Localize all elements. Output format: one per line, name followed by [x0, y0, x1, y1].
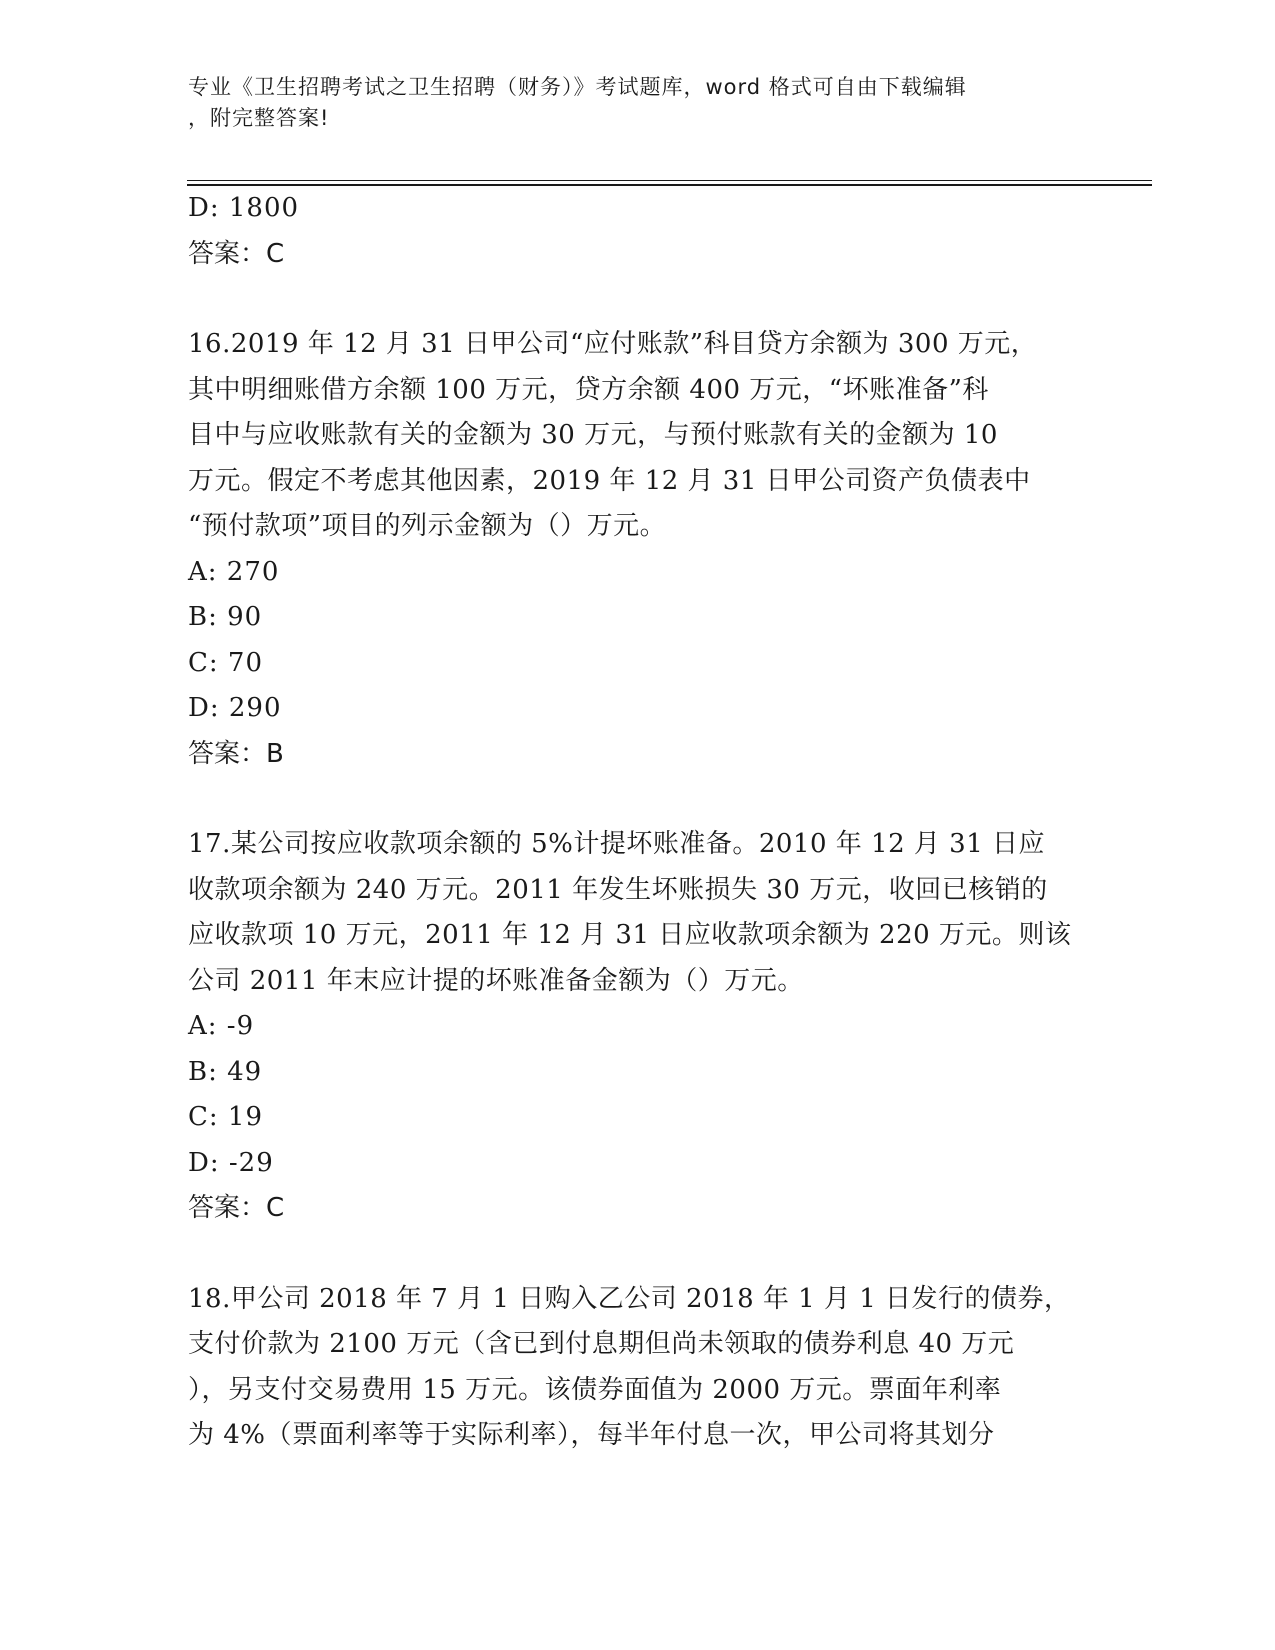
- question-16: [188, 322, 1088, 777]
- header-line-1: 专业《卫生招聘考试之卫生招聘（财务）》考试题库，word 格式可自由下载编辑: [188, 75, 967, 99]
- question-content: [188, 186, 1088, 1459]
- question-17-line: 公司 2011 年末应计提的坏账准备金额为（）万元。: [188, 965, 804, 996]
- question-17-line: 收款项余额为 240 万元。2011 年发生坏账损失 30 万元，收回已核销的: [188, 874, 1048, 905]
- question-gap: [188, 277, 1088, 322]
- question-16-line: 16.2019 年 12 月 31 日甲公司“应付账款”科目贷方余额为 300 万元，: [188, 329, 1038, 359]
- question-16-line: “预付款项”项目的列示金额为（）万元。: [188, 511, 667, 541]
- question-16-line: 目中与应收账款有关的金额为 30 万元，与预付账款有关的金额为 10: [188, 420, 998, 450]
- question-18-line: ），另支付交易费用 15 万元。该债券面值为 2000 万元。票面年利率: [188, 1374, 1002, 1405]
- question-18-line: 为 4%（票面利率等于实际利率），每半年付息一次，甲公司将其划分: [188, 1420, 995, 1450]
- question-18-line: 支付价款为 2100 万元（含已到付息期但尚未领取的债券利息 40 万元: [188, 1329, 1015, 1359]
- header-rule-thin: [187, 180, 1152, 181]
- question-16-option-b: B: 90: [188, 602, 263, 632]
- question-17-line: 应收款项 10 万元，2011 年 12 月 31 日应收款项余额为 220 万元。则该: [188, 920, 1072, 950]
- question-17-answer: 答案：C: [188, 1193, 285, 1223]
- question-16-option-c: C: 70: [188, 647, 264, 678]
- question-16-line: 其中明细账借方余额 100 万元，贷方余额 400 万元，“坏账准备”科: [188, 374, 989, 405]
- prev-option-d: D: 1800: [188, 193, 300, 223]
- question-16-line: 万元。假定不考虑其他因素，2019 年 12 月 31 日甲公司资产负债表中: [188, 465, 1031, 496]
- question-17-line: 17.某公司按应收款项余额的 5%计提坏账准备。2010 年 12 月 31 日应: [188, 829, 1046, 859]
- question-gap: [188, 1232, 1088, 1277]
- question-16-answer: 答案：B: [188, 738, 284, 769]
- question-17-option-b: B: 49: [188, 1056, 263, 1087]
- question-16-option-d: D: 290: [188, 693, 282, 723]
- header-line-2: ，附完整答案!: [188, 106, 330, 130]
- question-17-option-d: D: -29: [188, 1147, 274, 1178]
- question-18-line: 18.甲公司 2018 年 7 月 1 日购入乙公司 2018 年 1 月 1 日发行的债券，: [188, 1283, 1071, 1314]
- question-17-option-a: A: -9: [188, 1011, 255, 1041]
- question-18: [188, 1277, 1088, 1459]
- question-16-option-a: A: 270: [188, 556, 280, 587]
- page-header: [188, 72, 1068, 134]
- question-17: [188, 822, 1088, 1232]
- prev-answer: 答案：C: [188, 238, 285, 269]
- question-17-option-c: C: 19: [188, 1102, 264, 1132]
- question-gap: [188, 777, 1088, 822]
